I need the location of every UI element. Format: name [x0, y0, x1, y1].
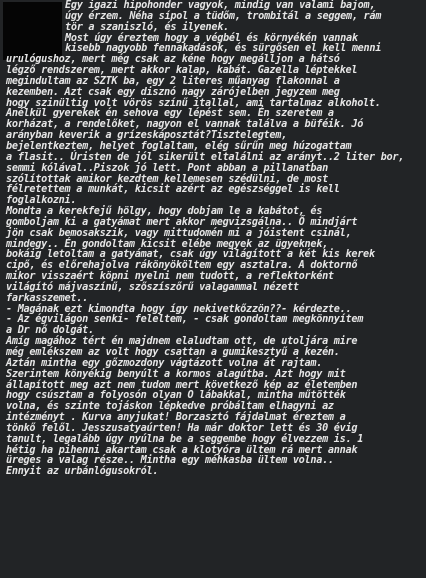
- post-line: kezemben. Azt csak egy disznó nagy zárójelben jegyzem meg: [6, 86, 340, 98]
- post-line: urulógushoz, mert még csak az kéne hogy megálljon a hátsó: [6, 54, 340, 66]
- post-line: Anélkül gyerekek én sehova egy lépést sem. Én szeretem a: [6, 108, 334, 120]
- post-line: jön csak bemosakszik, vagy mittudomén mi a jóistent csinál,: [6, 227, 352, 239]
- post-line: bokáig letoltam a gatyámat, csak úgy világított a két kis kerek: [6, 249, 375, 261]
- post-line: hogy szinültig volt vörös színű itallal, ami tartalmaz alkoholt.: [6, 97, 381, 109]
- post-line: Mondta a kerekfejű hölgy, hogy dobjam le a kabátot, és: [6, 206, 323, 218]
- post-line: a flasit.. Úristen de jól sikerült eltalálni az arányt..2 liter bor,: [6, 151, 405, 163]
- post-line: semmi kólával..Piszok jó lett. Pont abban a pillanatban: [6, 162, 328, 174]
- post-line: farkasszemet..: [6, 292, 88, 304]
- post-line: üreges a valag része.. Mintha egy méhkasba ültem volna..: [6, 455, 334, 467]
- post-line: kisebb nagyobb fennakadások, és sürgősen el kell menni: [65, 43, 382, 55]
- post-line: mikor visszaért köpni nyelni nem tudott, a reflektorként: [6, 271, 334, 283]
- post-line: - Az égvilágon senki- feleltem, - csak gondoltam megkönnyítem: [6, 314, 364, 326]
- post-line: Szerintem könyékig benyúlt a kormos alagútba. Azt hogy mit: [6, 368, 346, 380]
- post-line: gomboljam ki a gatyámat mert akkor megvizsgálna.. Ő mindjárt: [6, 216, 358, 228]
- post-line: a Dr nő dolgát.: [6, 325, 94, 337]
- post-line: megindultam az SZTK ba, egy 2 literes műanyag flakonnal a: [6, 75, 340, 87]
- post-line: hogy csúsztam a folyosón olyan O lábakkal, mintha műtötték: [6, 390, 346, 402]
- post-line: tönkő felől. Jesszusatyaúrten! Ha már doktor lett és 30 évig: [6, 422, 358, 434]
- post-body: [6, 1, 423, 478]
- post-line: Aztán mintha egy gőzmozdony vágtázott volna át rajtam.: [6, 357, 323, 369]
- post-line: állapított meg azt nem tudom mert következő kép az életemben: [6, 379, 358, 391]
- post-line: Amíg magához tért én majdnem elaludtam ott, de utoljára mire: [6, 336, 358, 348]
- post-line: arányban keverik a grízeskáposztát?Tisztelegtem,: [6, 130, 287, 142]
- post-line: cipő, és előrehajolva rákönyököltem egy asztalra. A doktornő: [6, 260, 358, 272]
- post-line: még emlékszem az volt hogy csattan a gumikesztyű a kezén.: [6, 347, 340, 358]
- post-line: foglalkozni.: [6, 195, 77, 207]
- post-line: úgy érzem. Néha sípol a tüdőm, trombitál a seggem, rám: [65, 10, 382, 22]
- post-line: légző rendszerem, mert akkor kalap, kabát. Gazella léptekkel: [6, 65, 358, 77]
- post-line: - Magának ezt kimondta hogy így nekivetkőzzön??- kérdezte..: [6, 303, 352, 315]
- post-line: volna, és szinte tojáskon lépkedve próbáltam elhagyni az: [6, 401, 334, 413]
- post-line: Egy igazi hipohonder vagyok, mindig van valami bajom,: [65, 0, 376, 11]
- post-line: tanult, legalább úgy nyúlna be a seggembe hogy élvezzem is. 1: [6, 433, 364, 445]
- post-line: tör a szaniszló, és ilyenek.: [65, 21, 229, 33]
- post-line: mindegy.. Én gondoltam kicsit elébe megyek az ügyeknek,: [6, 238, 328, 250]
- post-line: szólítottak amikor kezdtem kellemesen szédülni, de most: [6, 173, 328, 185]
- post-line: bejelentkeztem, helyet foglaltam, elég sűrűn meg húzogattam: [6, 140, 352, 152]
- post-line: Ennyit az urbánlógusokról.: [6, 466, 159, 478]
- post-line: hétig ha pihenni akartam csak a klotyóra ültem rá mert annak: [6, 444, 358, 456]
- post-line: korházat, a rendelőket, nagyon el vannak találva a büféik. Jó: [6, 119, 364, 131]
- post-line: intézményt . Kurva anyjukat! Borzasztó fájdalmat éreztem a: [6, 412, 346, 424]
- post-line: félretettem a munkát, kicsit azért az egészséggel is kell: [6, 184, 340, 196]
- post-line: világító májvaszínű, szőszíszőrű valagammal nézett: [6, 281, 299, 293]
- post-line: Most úgy éreztem hogy a végbél és környékén vannak: [65, 32, 358, 44]
